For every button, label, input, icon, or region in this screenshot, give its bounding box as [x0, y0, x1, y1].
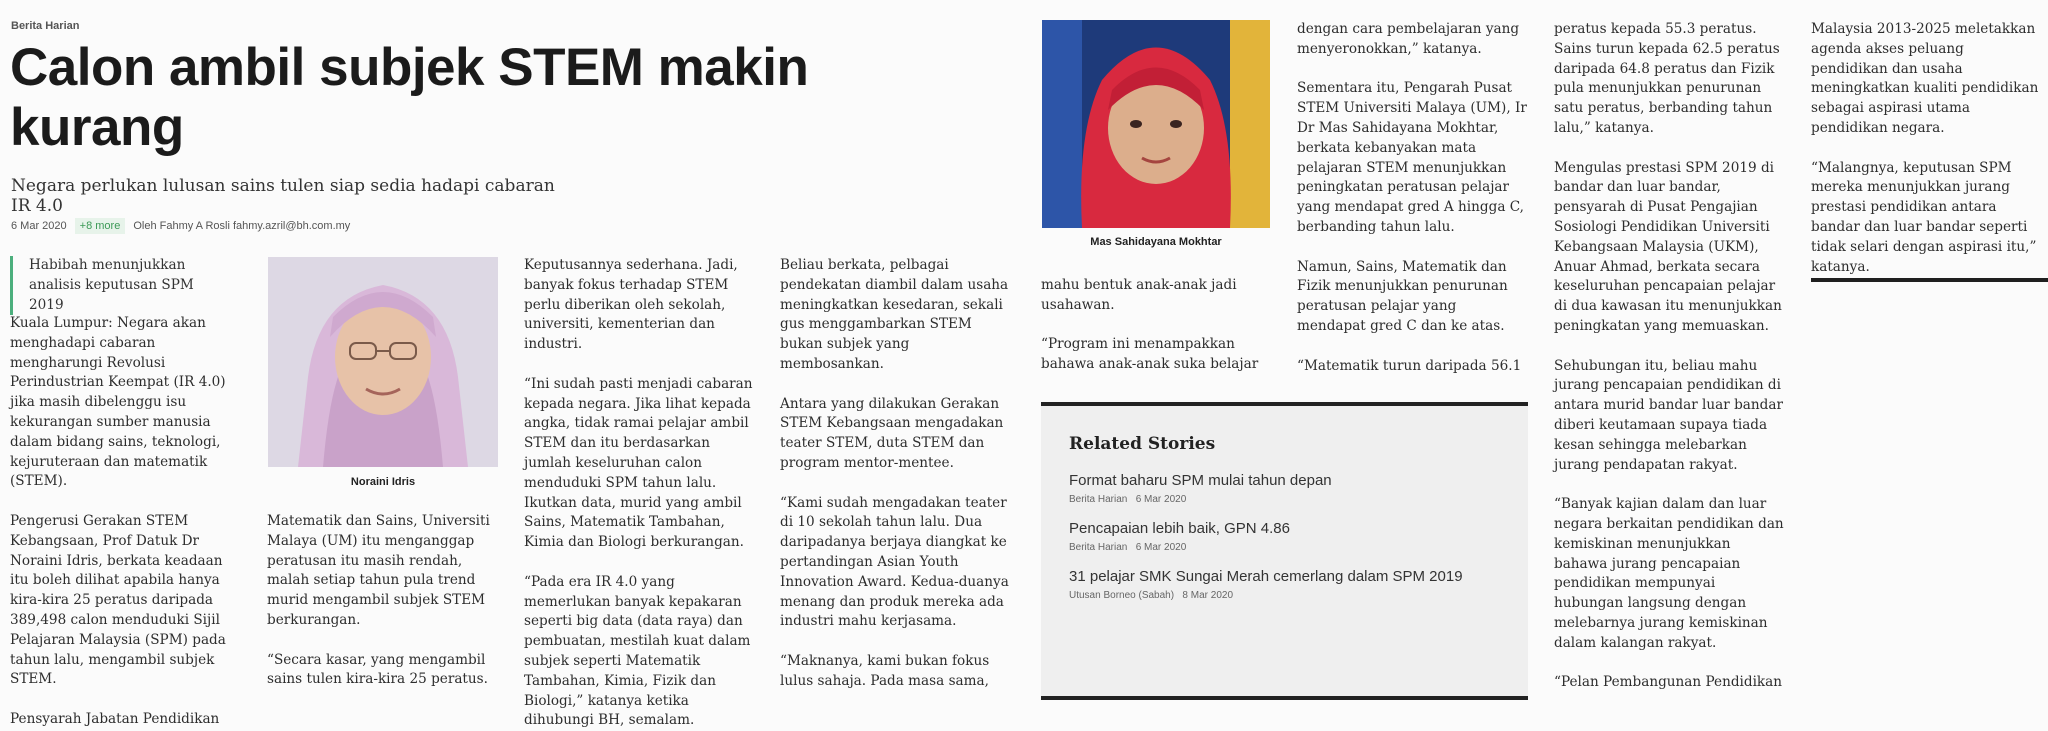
paragraph: Namun, Sains, Matematik dan Fizik menunjukkan penurunan peratusan pelajar yang mendapat gred C dan ke atas. [1297, 258, 1508, 334]
paragraph: peratus kepada 55.3 peratus. Sains turun kepada 62.5 peratus daripada 64.8 peratus dan Fizik pula menunjukkan penurunan satu peratus, berbanding tahun lalu,” katanya. [1554, 21, 1780, 136]
paragraph: mahu bentuk anak-anak jadi usahawan. [1041, 277, 1237, 313]
article-column-7 [1554, 20, 1786, 693]
related-story[interactable] [1069, 519, 1500, 553]
related-story[interactable] [1069, 471, 1500, 505]
paragraph: “Secara kasar, yang mengambil sains tulen kira-kira 25 peratus. [267, 651, 488, 688]
article-column-8 [1811, 20, 2043, 277]
related-story-title[interactable]: 31 pelajar SMK Sungai Merah cemerlang dalam SPM 2019 [1069, 568, 1463, 585]
paragraph: Antara yang dilakukan Gerakan STEM Kebangsaan mengadakan teater STEM, duta STEM dan program mentor-mentee. [780, 395, 1004, 471]
paragraph: Keputusannya sederhana. Jadi, banyak fokus terhadap STEM perlu diberikan oleh sekolah, universiti, kementerian dan industri. [524, 257, 738, 353]
related-story-source: Berita Harian [1069, 542, 1128, 553]
paragraph: “Maknanya, kami bukan fokus lulus sahaja. Pada masa sama, [780, 652, 990, 689]
paragraph: “Banyak kajian dalam dan luar negara berkaitan pendidikan dan kemiskinan menunjukkan bahawa jurang pencapaian pendidikan mempunyai hubungan langsung dengan melebarnya jurang kemiskinan dalam kalangan rakyat. [1554, 496, 1784, 651]
paragraph: Kuala Lumpur: Negara akan menghadapi cabaran mengharungi Revolusi Perindustrian Keempat (IR 4.0) jika masih dibelenggu isu kekurangan sumber manusia dalam bidang sains, teknologi, kejuruteraan dan matematik (STEM). [10, 315, 226, 490]
article-title: Calon ambil subjek STEM makin kurang [10, 38, 809, 157]
paragraph: “Pada era IR 4.0 yang memerlukan banyak kepakaran seperti big data (data raya) dan pembuatan, mestilah kuat dalam subjek seperti Matematik Tambahan, Kimia, Fizik dan Biologi,” katanya ketika dihubungi BH, semalam. [524, 573, 751, 729]
article-date: 6 Mar 2020 [11, 220, 67, 232]
article-column-5 [1041, 276, 1273, 375]
related-story-date: 8 Mar 2020 [1182, 590, 1234, 601]
article-column-6 [1297, 20, 1529, 376]
paragraph: “Program ini menampakkan bahawa anak-anak suka belajar [1041, 336, 1259, 373]
paragraph: “Matematik turun daripada 56.1 [1297, 357, 1522, 374]
paragraph: Pengerusi Gerakan STEM Kebangsaan, Prof Datuk Dr Noraini Idris, berkata keadaan itu boleh dilihat apabila hanya kira-kira 25 peratus daripada 389,498 calon menduduki Sijil Pelajaran Malaysia (SPM) pada tahun lalu, mengambil subjek STEM. [10, 512, 226, 688]
noraini-caption: Noraini Idris [350, 476, 416, 488]
portrait-image [1042, 20, 1270, 228]
source-label: Berita Harian [11, 20, 80, 32]
related-story-meta [1069, 590, 1500, 601]
paragraph: Malaysia 2013-2025 meletakkan agenda akses peluang pendidikan dan usaha meningkatkan kualiti pendidikan sebagai aspirasi utama pendidikan negara. [1811, 21, 2039, 136]
paragraph: dengan cara pembelajaran yang menyeronokkan,” katanya. [1297, 21, 1520, 57]
paragraph: Pensyarah Jabatan Pendidikan [10, 710, 220, 727]
paragraph: “Kami sudah mengadakan teater di 10 sekolah tahun lalu. Dua daripadanya berjaya diangkat ke pertandingan Asian Youth Innovation Award. Kedua-duanya menang dan produk mereka ada industri mahu kerjasama. [780, 494, 1009, 630]
related-story-source: Utusan Borneo (Sabah) [1069, 590, 1175, 601]
related-story-title[interactable]: Format baharu SPM mulai tahun depan [1069, 472, 1332, 489]
related-story-title[interactable]: Pencapaian lebih baik, GPN 4.86 [1069, 520, 1290, 537]
paragraph: Mengulas prestasi SPM 2019 di bandar dan luar bandar, pensyarah di Pusat Pengajian Sosiologi Pendidikan Universiti Kebangsaan Malaysia (UKM), Anuar Ahmad, berkata secara keseluruhan pencapaian pelajar di dua kawasan itu menunjukkan peningkatan yang memuaskan. [1554, 159, 1782, 334]
paragraph: Matematik dan Sains, Universiti Malaya (UM) itu menganggap peratusan itu masih rendah, malah setiap tahun pula trend murid mengambil subjek STEM berkurangan. [267, 513, 490, 628]
article-column-2 [267, 512, 499, 690]
related-story[interactable] [1069, 567, 1500, 601]
paragraph: “Pelan Pembangunan Pendidikan [1554, 674, 1783, 691]
related-stories-box [1041, 402, 1528, 700]
related-stories-heading: Related Stories [1069, 434, 1216, 454]
related-story-meta [1069, 494, 1500, 505]
portrait-image [268, 257, 498, 467]
article-column-4 [780, 256, 1012, 692]
related-story-date: 6 Mar 2020 [1135, 542, 1187, 553]
column-divider [1811, 278, 2048, 282]
article-column-3 [524, 256, 756, 731]
mas-caption: Mas Sahidayana Mokhtar [1090, 236, 1222, 248]
paragraph: “Malangnya, keputusan SPM mereka menunjukkan jurang prestasi pendidikan antara bandar dan luar bandar seperti tidak selari dengan aspirasi itu,” katanya. [1811, 159, 2037, 275]
article-column-1 [10, 314, 242, 730]
article-meta [11, 218, 350, 234]
noraini-photo [268, 257, 498, 467]
related-story-meta [1069, 542, 1500, 553]
article-subtitle: Negara perlukan lulusan sains tulen siap sedia hadapi cabaran IR 4.0 [11, 176, 555, 216]
paragraph: Sementara itu, Pengarah Pusat STEM Universiti Malaya (UM), Ir Dr Mas Sahidayana Mokhtar, berkata kebanyakan mata pelajaran STEM menunjukkan peningkatan peratusan pelajar yang mendapat gred A hingga C, berbanding tahun lalu. [1297, 80, 1527, 235]
paragraph: Beliau berkata, pelbagai pendekatan diambil dalam usaha meningkatkan kesedaran, sekali gus menggambarkan STEM bukan subjek yang membosankan. [780, 257, 1009, 372]
mas-photo [1042, 20, 1270, 228]
paragraph: “Ini sudah pasti menjadi cabaran kepada negara. Jika lihat kepada angka, tidak ramai pelajar ambil STEM dan itu berdasarkan jumlah keseluruhan calon menduduki SPM tahun lalu. Ikutkan data, murid yang ambil Sains, Matematik Tambahan, Kimia dan Biologi berkurangan. [524, 375, 753, 551]
more-sources-badge[interactable]: +8 more [75, 218, 126, 234]
related-story-source: Berita Harian [1069, 494, 1128, 505]
related-story-date: 6 Mar 2020 [1135, 494, 1187, 505]
pull-quote: Habibah menunjukkan analisis keputusan SPM 2019 [10, 256, 230, 315]
byline: Oleh Fahmy A Rosli fahmy.azril@bh.com.my [133, 220, 351, 232]
paragraph: Sehubungan itu, beliau mahu jurang pencapaian pendidikan di antara murid bandar luar bandar diberi keutamaan supaya tiada kesan sehingga melebarkan jurang pendapatan rakyat. [1554, 357, 1783, 473]
